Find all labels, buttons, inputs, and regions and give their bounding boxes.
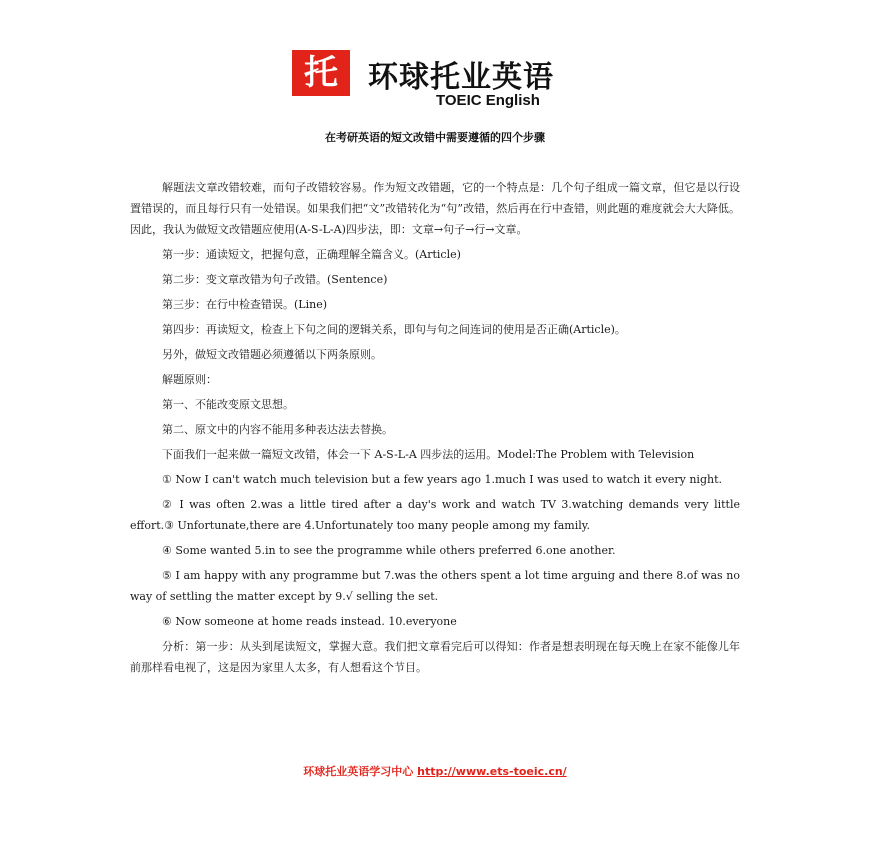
brand-subtitle: TOEIC English	[436, 92, 540, 109]
paragraph: 第四步：再读短文，检查上下句之间的逻辑关系，即句与句之间连词的使用是否正确(Article)。	[162, 323, 626, 336]
paragraph: 分析：第一步：从头到尾读短文，掌握大意。我们把文章看完后可以得知：作者是想表明现在每天晚上在家不能像儿年前那样看电视了，这是因为家里人太多，有人想看这个节目。	[130, 640, 740, 674]
document-title: 在考研英语的短文改错中需要遵循的四个步骤	[325, 131, 545, 144]
footer-label: 环球托业英语学习中心	[303, 765, 414, 778]
paragraph: ④ Some wanted 5.in to see the programme while others preferred 6.one another.	[162, 544, 616, 557]
paragraph: 另外，做短文改错题必须遵循以下两条原则。	[162, 348, 382, 361]
paragraph: ② I was often 2.was a little tired after a day's work and watch TV 3.watching demands very little effort.③ Unfortunate,there are 4.Unfortunately too many people among my family.	[130, 498, 740, 532]
logo-mark: 托	[292, 50, 350, 96]
footer-link[interactable]: http://www.ets-toeic.cn/	[417, 765, 567, 778]
paragraph: 第二步：变文章改错为句子改错。(Sentence)	[162, 273, 388, 286]
paragraph: 第二、原文中的内容不能用多种表达法去替换。	[162, 423, 393, 436]
paragraph: 解题原则：	[162, 373, 217, 386]
paragraph: ① Now I can't watch much television but a few years ago 1.much I was used to watch it every night.	[162, 473, 722, 486]
paragraph: 第三步：在行中检查错误。(Line)	[162, 298, 327, 311]
paragraph: ⑤ I am happy with any programme but 7.was the others spent a lot time arguing and there 8.of was no way of settling the matter except by 9.√ selling the set.	[130, 569, 740, 603]
footer	[0, 763, 870, 779]
paragraph: 第一、不能改变原文思想。	[162, 398, 294, 411]
paragraph: 下面我们一起来做一篇短文改错，体会一下 A-S-L-A 四步法的运用。Model:The Problem with Television	[162, 448, 695, 461]
paragraph: 解题法文章改错较难，而句子改错较容易。作为短文改错题，它的一个特点是：几个句子组成一篇文章，但它是以行设置错误的，而且每行只有一处错误。如果我们把“文”改错转化为“句”改错，然后再在行中查错，则此题的难度就会大大降低。因此，我认为做短文改错题应使用(A-S-L-A)四步法，即：文章→句子→行→文章。	[130, 181, 740, 236]
brand-logo	[292, 50, 582, 112]
document-body	[130, 177, 740, 678]
brand-name: 环球托业英语	[368, 60, 554, 95]
paragraph: 第一步：通读短文，把握句意，正确理解全篇含义。(Article)	[162, 248, 461, 261]
paragraph: ⑥ Now someone at home reads instead. 10.everyone	[162, 615, 457, 628]
